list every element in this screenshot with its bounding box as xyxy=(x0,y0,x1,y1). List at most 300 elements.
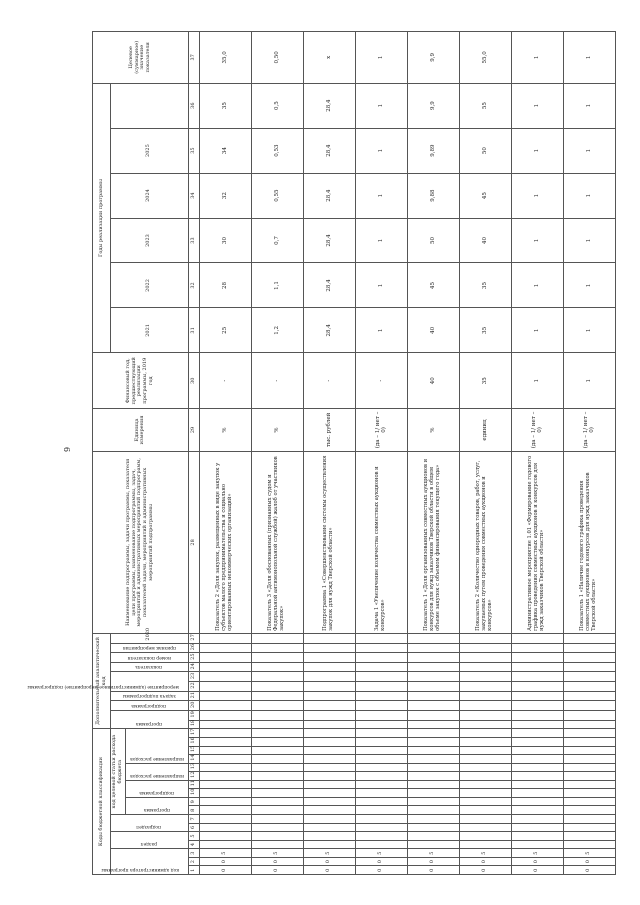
code-cell xyxy=(355,832,407,841)
code-cell xyxy=(199,672,251,682)
code-cell xyxy=(199,710,251,720)
years-header: Годы реализации программы xyxy=(93,83,111,353)
code-cell xyxy=(303,729,355,738)
code-cell xyxy=(251,682,303,692)
code-cell xyxy=(199,797,251,806)
row-year-value: 28,4 xyxy=(303,83,355,128)
code-cell xyxy=(563,832,615,841)
code-cell xyxy=(303,691,355,701)
code-cell: 5 xyxy=(563,849,615,858)
year-2021: 2021 xyxy=(111,308,189,353)
code-cell xyxy=(459,832,511,841)
code-cell: 0 xyxy=(407,857,459,866)
row-unit: % xyxy=(199,409,251,452)
code-cell xyxy=(303,806,355,815)
code-cell xyxy=(563,840,615,849)
code-cell xyxy=(407,780,459,789)
code-cell xyxy=(459,780,511,789)
admin-code-header: код администратора программы xyxy=(101,867,180,872)
code-cell: 5 xyxy=(511,849,563,858)
code-cell xyxy=(407,797,459,806)
code-cell xyxy=(563,763,615,772)
code-cell xyxy=(563,738,615,747)
code-cell xyxy=(459,772,511,781)
row-target-value: 1 xyxy=(563,32,615,84)
code-cell xyxy=(459,720,511,729)
code-cell xyxy=(199,653,251,663)
row-year-value: 50 xyxy=(459,128,511,173)
code-cell xyxy=(459,763,511,772)
activity-header: показатель xyxy=(135,664,163,670)
row-name: Подпрограмма 1 «Совершенствование системы осуществления закупок для нужд Тверской области» xyxy=(303,451,355,633)
code-cell: 5 xyxy=(303,849,355,858)
code-cell xyxy=(303,780,355,789)
row-unit: % xyxy=(407,409,459,452)
row-year-value: 0,7 xyxy=(251,218,303,263)
code-cell xyxy=(303,772,355,781)
row-year-value: 1 xyxy=(511,308,563,353)
code-cell xyxy=(199,755,251,764)
code-cell xyxy=(303,662,355,672)
code-cell: 0 xyxy=(459,857,511,866)
row-year-value: 50 xyxy=(407,218,459,263)
code-cell xyxy=(407,763,459,772)
row-fin-year-value: - xyxy=(251,353,303,409)
code-cell xyxy=(303,738,355,747)
code-cell xyxy=(303,633,355,643)
code-cell xyxy=(407,772,459,781)
code-cell xyxy=(459,672,511,682)
row-unit: % xyxy=(251,409,303,452)
row-year-value: 0,5 xyxy=(251,83,303,128)
year-2025: 2025 xyxy=(111,128,189,173)
code-cell xyxy=(303,746,355,755)
code-cell xyxy=(251,653,303,663)
code-cell xyxy=(407,840,459,849)
row-year-value: 0,55 xyxy=(251,173,303,218)
code-cell xyxy=(563,701,615,711)
code-cell xyxy=(563,653,615,663)
row-year-value: 35 xyxy=(199,83,251,128)
subprogram-header: подпрограмма xyxy=(131,702,167,708)
code-cell xyxy=(459,633,511,643)
code-cell xyxy=(511,772,563,781)
code-cell xyxy=(511,710,563,720)
code-cell xyxy=(563,823,615,832)
code-cell xyxy=(563,633,615,643)
code-cell xyxy=(251,746,303,755)
code-cell xyxy=(511,823,563,832)
code-cell xyxy=(199,840,251,849)
code-cell xyxy=(355,815,407,824)
code-cell xyxy=(407,815,459,824)
code-cell xyxy=(199,832,251,841)
code-cell xyxy=(251,806,303,815)
code-cell xyxy=(511,797,563,806)
code-cell: 0 xyxy=(355,866,407,875)
code-cell xyxy=(355,710,407,720)
code-cell: 0 xyxy=(563,857,615,866)
fin-year-header: Финансовый год, предшествующий реализации программы, 2019 год xyxy=(93,353,189,409)
code-cell xyxy=(407,789,459,798)
table-row xyxy=(563,32,615,875)
code-cell xyxy=(407,672,459,682)
code-cell xyxy=(199,701,251,711)
code-cell xyxy=(303,840,355,849)
code-cell xyxy=(355,806,407,815)
code-cell xyxy=(303,789,355,798)
code-cell xyxy=(355,720,407,729)
code-cell xyxy=(459,815,511,824)
code-cell xyxy=(511,738,563,747)
code-cell xyxy=(407,738,459,747)
year-2024: 2024 xyxy=(111,173,189,218)
row-year-value: 40 xyxy=(459,218,511,263)
code-cell xyxy=(407,720,459,729)
code-cell xyxy=(511,832,563,841)
code-cell xyxy=(355,840,407,849)
row-target-value: х xyxy=(303,32,355,84)
code-cell xyxy=(251,840,303,849)
code-cell xyxy=(355,755,407,764)
row-target-value: 0,50 xyxy=(251,32,303,84)
code-cell xyxy=(251,672,303,682)
code-cell xyxy=(563,815,615,824)
code-cell xyxy=(407,633,459,643)
row-target-value: 35,0 xyxy=(199,32,251,84)
code-cell xyxy=(563,662,615,672)
code-cell xyxy=(407,755,459,764)
code-cell: 5 xyxy=(199,849,251,858)
code-cell xyxy=(459,643,511,653)
code-cell xyxy=(251,691,303,701)
code-cell xyxy=(355,633,407,643)
table-row xyxy=(407,32,459,875)
row-unit: (да – 1/ нет – 0) xyxy=(563,409,615,452)
code-cell xyxy=(355,653,407,663)
row-year-value: 1,2 xyxy=(251,308,303,353)
code-cell xyxy=(407,682,459,692)
table-row xyxy=(251,32,303,875)
code-cell xyxy=(511,653,563,663)
row-name: Показатель 2 «Доля закупок, размещенных в виде закупок у субъектов малого предпринимательства и социально ориентированных некоммерческих организаций» xyxy=(199,451,251,633)
code-cell xyxy=(459,701,511,711)
code-cell xyxy=(511,789,563,798)
code-cell: 5 xyxy=(355,849,407,858)
code-cell xyxy=(199,691,251,701)
code-cell xyxy=(511,806,563,815)
expense-type-header: направление расходов xyxy=(129,755,184,761)
code-cell xyxy=(511,763,563,772)
row-year-value: 1 xyxy=(355,83,407,128)
year-2023: 2023 xyxy=(111,218,189,263)
row-year-value: 1 xyxy=(355,308,407,353)
row-year-value: 1 xyxy=(563,263,615,308)
row-name: Показатель 3 «Доля обоснованных (признанных судом и Федеральной антимонопольной службой) жалоб от участников закупок» xyxy=(251,451,303,633)
subsection-header: подраздел xyxy=(136,824,162,830)
code-cell xyxy=(303,710,355,720)
code-cell xyxy=(303,815,355,824)
code-cell xyxy=(407,823,459,832)
row-year-value: 1 xyxy=(355,128,407,173)
year-2022: 2022 xyxy=(111,263,189,308)
row-target-value: 55,0 xyxy=(459,32,511,84)
table-row xyxy=(355,32,407,875)
code-cell xyxy=(563,672,615,682)
code-cell xyxy=(199,682,251,692)
row-name: Показатель 1 «Наличие годового графика проведения совместных аукционов и конкурсов для нужд заказчиков Тверской области» xyxy=(563,451,615,633)
code-cell xyxy=(459,746,511,755)
code-cell: 0 xyxy=(563,866,615,875)
code-cell xyxy=(251,633,303,643)
code-cell xyxy=(511,840,563,849)
code-cell xyxy=(459,797,511,806)
code-cell xyxy=(199,738,251,747)
code-cell: 5 xyxy=(459,849,511,858)
row-year-value: 1 xyxy=(511,83,563,128)
code-cell xyxy=(355,780,407,789)
code-cell xyxy=(355,746,407,755)
code-cell: 0 xyxy=(511,857,563,866)
code-cell xyxy=(303,643,355,653)
row-fin-year-value: - xyxy=(303,353,355,409)
code-cell xyxy=(459,823,511,832)
code-cell xyxy=(199,780,251,789)
code-cell xyxy=(355,789,407,798)
row-unit: единиц xyxy=(459,409,511,452)
rotated-table-page xyxy=(27,31,597,875)
row-year-value: 1 xyxy=(511,218,563,263)
row-year-value: 40 xyxy=(407,308,459,353)
row-name: Показатель 1 «Доля организованных совместных аукционов и конкурсов для нужд заказчиков Тверской области в общем объеме закупок с объемом финансирования текущего года» xyxy=(407,451,459,633)
row-year-value: 1 xyxy=(563,218,615,263)
code-cell xyxy=(511,643,563,653)
row-target-value: 9,9 xyxy=(407,32,459,84)
code-cell xyxy=(407,710,459,720)
code-cell xyxy=(407,643,459,653)
code-cell: 0 xyxy=(251,857,303,866)
code-cell xyxy=(459,691,511,701)
subprogram-code-header: подпрограмма xyxy=(139,789,174,795)
row-fin-year-value: 40 xyxy=(407,353,459,409)
code-cell xyxy=(511,746,563,755)
row-year-value: 45 xyxy=(407,263,459,308)
row-target-value: 1 xyxy=(511,32,563,84)
code-cell xyxy=(563,682,615,692)
table-row xyxy=(303,32,355,875)
code-cell xyxy=(563,691,615,701)
row-year-value: 32 xyxy=(199,173,251,218)
unit-header: Единица измерения xyxy=(93,409,189,452)
row-fin-year-value: - xyxy=(355,353,407,409)
row-year-value: 28,4 xyxy=(303,263,355,308)
code-cell xyxy=(199,763,251,772)
code-cell xyxy=(459,662,511,672)
code-cell: 0 xyxy=(511,866,563,875)
row-year-value: 1 xyxy=(563,128,615,173)
code-cell xyxy=(459,710,511,720)
code-cell xyxy=(407,691,459,701)
code-cell xyxy=(355,797,407,806)
row-year-value: 1 xyxy=(511,263,563,308)
code-cell xyxy=(459,653,511,663)
code-cell xyxy=(199,806,251,815)
code-cell xyxy=(511,755,563,764)
direction-header: направление расходов xyxy=(129,772,184,778)
analytic-codes-header: Дополнительный аналитический код xyxy=(93,633,111,728)
code-cell xyxy=(251,797,303,806)
code-cell xyxy=(251,832,303,841)
code-cell xyxy=(303,797,355,806)
code-cell xyxy=(407,729,459,738)
row-year-value: 35 xyxy=(459,263,511,308)
code-cell xyxy=(511,691,563,701)
code-cell xyxy=(459,789,511,798)
row-unit: (да – 1/ нет – 0) xyxy=(355,409,407,452)
row-year-value: 1 xyxy=(511,173,563,218)
code-cell: 0 xyxy=(459,866,511,875)
code-cell xyxy=(199,789,251,798)
code-cell xyxy=(199,823,251,832)
code-cell xyxy=(251,763,303,772)
code-cell: 0 xyxy=(199,857,251,866)
code-cell xyxy=(251,780,303,789)
code-cell xyxy=(303,755,355,764)
code-cell xyxy=(303,823,355,832)
code-cell xyxy=(303,832,355,841)
code-cell xyxy=(563,780,615,789)
target-header: Целевое (суммарное) значение показателя xyxy=(93,32,189,84)
code-cell: 5 xyxy=(407,849,459,858)
code-cell xyxy=(199,746,251,755)
table-row xyxy=(199,32,251,875)
code-cell xyxy=(199,662,251,672)
code-cell xyxy=(511,729,563,738)
row-year-value: 28,4 xyxy=(303,128,355,173)
row-year-value: 55 xyxy=(459,83,511,128)
code-cell xyxy=(407,653,459,663)
code-cell xyxy=(303,672,355,682)
expense-code-header: код целевой статьи расхода бюджета xyxy=(111,729,126,815)
code-cell xyxy=(511,633,563,643)
code-cell: 0 xyxy=(303,866,355,875)
row-year-value: 28,4 xyxy=(303,173,355,218)
code-cell xyxy=(511,780,563,789)
row-year-value: 34 xyxy=(199,128,251,173)
code-cell xyxy=(407,701,459,711)
code-cell: 5 xyxy=(251,849,303,858)
program-header: программа xyxy=(136,721,163,727)
row-year-value: 35 xyxy=(459,308,511,353)
code-cell xyxy=(355,682,407,692)
code-cell xyxy=(407,662,459,672)
code-cell xyxy=(251,643,303,653)
row-year-value: 28,4 xyxy=(303,218,355,263)
code-cell xyxy=(251,755,303,764)
code-cell xyxy=(563,643,615,653)
code-cell xyxy=(251,710,303,720)
code-cell xyxy=(303,701,355,711)
code-cell xyxy=(407,746,459,755)
row-year-value: 45 xyxy=(459,173,511,218)
activity-number-header: номер показателя xyxy=(127,654,171,660)
program-code-header: программа xyxy=(143,807,170,813)
row-year-value: 1,1 xyxy=(251,263,303,308)
task-header: задача подпрограммы xyxy=(122,693,176,699)
row-year-value: 0,53 xyxy=(251,128,303,173)
budget-codes-header: Коды бюджетной классификации xyxy=(93,729,111,875)
code-cell xyxy=(563,772,615,781)
code-cell: 0 xyxy=(251,866,303,875)
section-header: раздел xyxy=(141,841,158,847)
task-action-header: мероприятие (административное мероприятие) подпрограммы xyxy=(27,683,180,689)
code-cell xyxy=(199,772,251,781)
code-cell xyxy=(251,738,303,747)
code-cell xyxy=(563,806,615,815)
code-cell xyxy=(355,763,407,772)
program-table: Коды бюджетной классификации Дополнительный аналитический код Наименование подпрограммы, задачи программы, показателя цели программы, наименование подпрограммы, задач, мероприятий и административных мероприятий подпрограмм, показателей задачи, мероприятий и административных мероприятий подпрограммы Единица измерения Финансовый год, предшествующий реализации программы, 2019 год Годы реализации программы Целевое (суммарное) значение показателя код администратора программы раздел подраздел код целевой статьи расхода бюджета программа подпрограмма задача подпрограммы мероприятие (административное мероприятие) подпрограммы показатель номер показателя признак мероприятия 2020 2021 2022 2023 2024 2025 программа подпрограмма направление расходов направление расходов 1 2 3 4 5 6 7 8 9 10 11 12 13 14 15 16 17 18 19 20 21 22 23 24 25 26 27 28 29 30 31 32 33 34 35 36 37 0 0 5 Показатель 2 «Доля закупок, размещенных в виде закупок у субъектов малого предпринимательства и социально ориентированных некоммерческих организаций» % - 25 28 30 32 34 35 35,0 0 0 5 Показатель 3 «Доля обоснованных (признанных судом и Федеральной антимонопольной службой) жалоб от участников закупок» % - 1,2 1,1 0,7 0,55 0,53 0,5 0,50 0 0 5 Подпрограмма 1 «Совершенствование системы осуществления закупок для нужд Тверской области» тыс. рублей - 28,4 28,4 28,4 28,4 28,4 28,4 х 0 0 5 Задача 1 «Увеличение количества совместных аукционов и конкурсов» (да – 1/ нет – 0) - 1 1 1 1 1 1 1 0 0 5 Показатель 1 «Доля организованных совместных аукционов и конкурсов для нужд заказчиков Тверской области в общем объеме закупок с объемом финансирования текущего года» % 40 40 45 50 9,88 9,89 9,9 9,9 0 0 5 Показатель 2 «Количество однородных товаров, работ, услуг, закупаемых путем проведения совместных аукционов и конкурсов» единиц 35 35 35 40 45 50 55 55,0 0 0 5 Административное мероприятие 1.01 «Формирование годового графика проведения совместных аукционов и конкурсов для нужд заказчиков Тверской области» (да – 1/ нет – 0) 1 1 1 1 1 1 1 1 0 0 5 Показатель 1 «Наличие годового графика проведения совместных аукционов и конкурсов для нужд заказчиков Тверской области» (да – 1/ нет – 0) 1 1 1 1 1 1 1 1 xyxy=(92,31,616,875)
code-cell xyxy=(303,720,355,729)
code-cell xyxy=(563,729,615,738)
code-cell xyxy=(199,633,251,643)
row-fin-year-value: - xyxy=(199,353,251,409)
code-cell: 0 xyxy=(355,857,407,866)
code-cell xyxy=(251,823,303,832)
row-fin-year-value: 1 xyxy=(563,353,615,409)
row-name: Административное мероприятие 1.01 «Формирование годового графика проведения совместных аукционов и конкурсов для нужд заказчиков Тверской области» xyxy=(511,451,563,633)
code-cell xyxy=(251,789,303,798)
code-cell xyxy=(563,746,615,755)
page-number: 9 xyxy=(63,446,72,452)
row-fin-year-value: 1 xyxy=(511,353,563,409)
code-cell xyxy=(459,738,511,747)
code-cell xyxy=(459,729,511,738)
code-cell xyxy=(355,643,407,653)
row-year-value: 1 xyxy=(563,173,615,218)
code-cell xyxy=(355,672,407,682)
code-cell xyxy=(303,653,355,663)
code-cell xyxy=(511,672,563,682)
row-target-value: 1 xyxy=(355,32,407,84)
code-cell xyxy=(511,682,563,692)
code-cell xyxy=(303,763,355,772)
code-cell xyxy=(563,720,615,729)
code-cell xyxy=(199,643,251,653)
row-unit: тыс. рублей xyxy=(303,409,355,452)
table-row xyxy=(459,32,511,875)
code-cell xyxy=(199,720,251,729)
code-cell xyxy=(303,682,355,692)
code-cell xyxy=(563,710,615,720)
code-cell xyxy=(251,729,303,738)
code-cell xyxy=(459,840,511,849)
row-year-value: 1 xyxy=(355,218,407,263)
code-cell xyxy=(407,806,459,815)
code-cell xyxy=(199,815,251,824)
code-cell xyxy=(407,832,459,841)
code-cell xyxy=(251,701,303,711)
code-cell xyxy=(355,772,407,781)
row-fin-year-value: 35 xyxy=(459,353,511,409)
code-cell xyxy=(251,772,303,781)
code-cell xyxy=(355,729,407,738)
code-cell xyxy=(251,815,303,824)
code-cell xyxy=(563,797,615,806)
row-name: Показатель 2 «Количество однородных товаров, работ, услуг, закупаемых путем проведения совместных аукционов и конкурсов» xyxy=(459,451,511,633)
code-cell xyxy=(355,691,407,701)
year-2020: 2020 xyxy=(111,633,189,643)
code-cell xyxy=(355,701,407,711)
